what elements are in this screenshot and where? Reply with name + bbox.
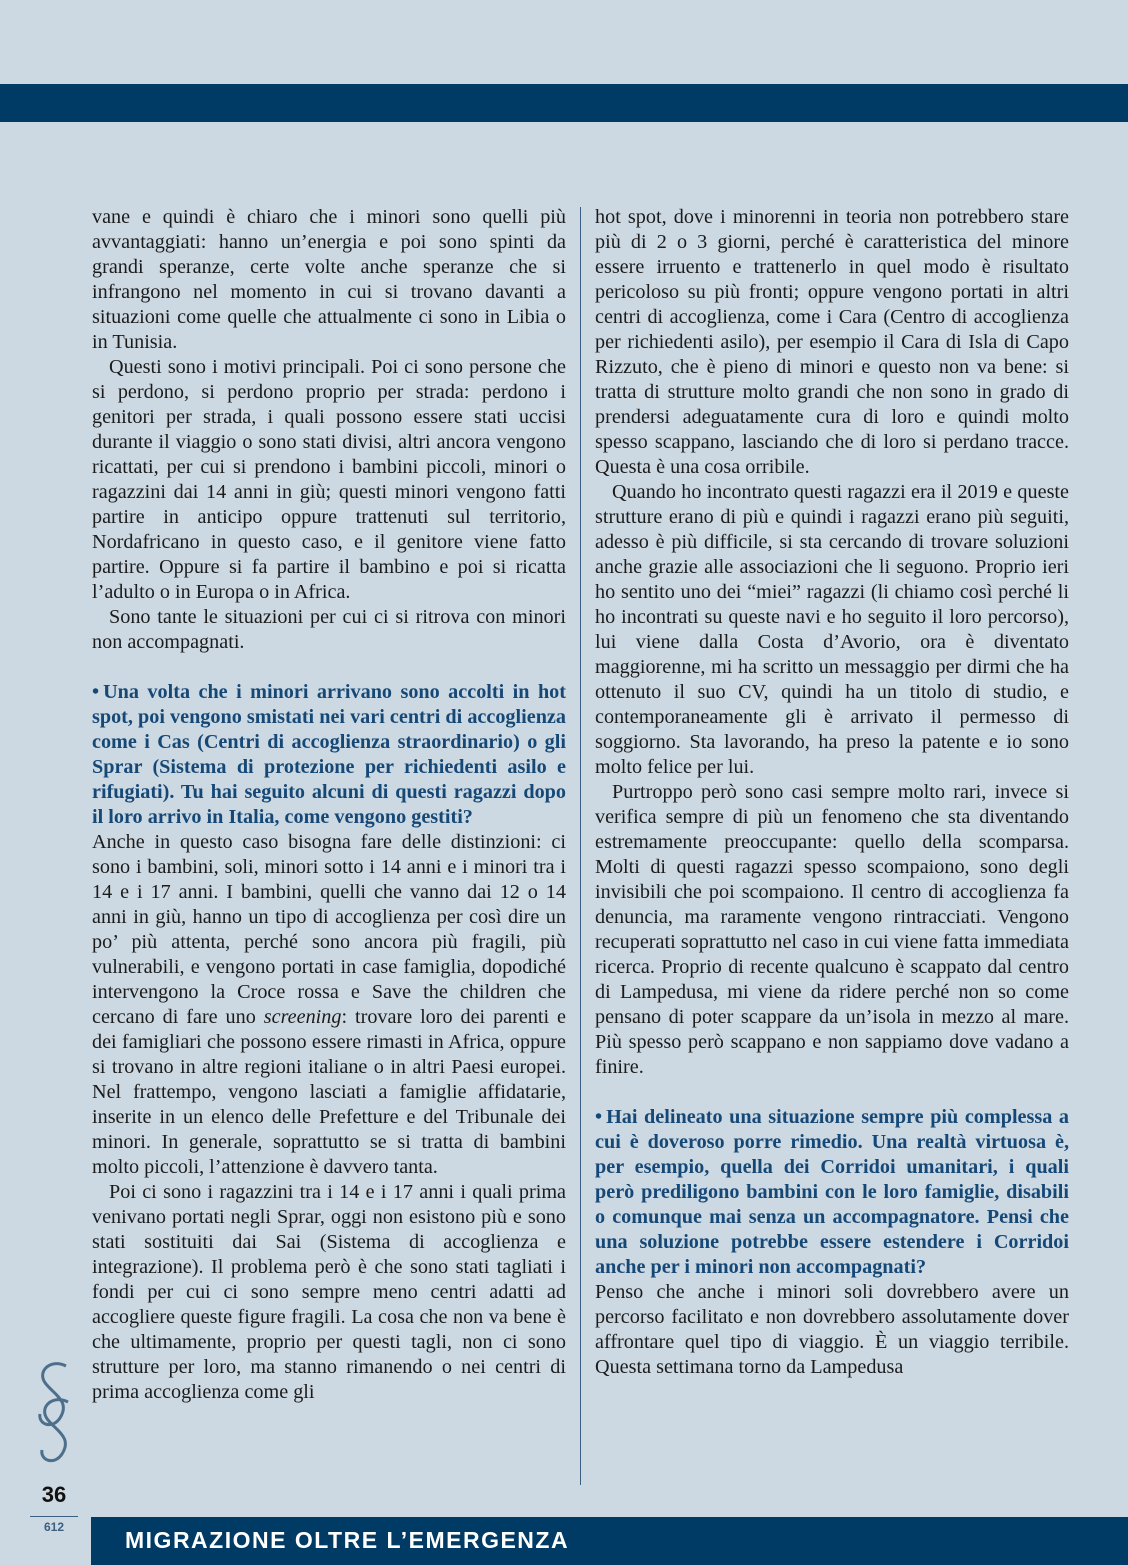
left-column	[92, 205, 566, 1405]
paragraph: Sono tante le situazioni per cui ci si ritrova con minori non accompagnati.	[92, 606, 566, 653]
question-text: Una volta che i minori arrivano sono accolti in hot spot, poi vengono smistati nei vari centri di accoglienza come i Cas (Centri di accoglienza straordinario) o gli Sprar (Sistema di protezione per richiedenti asilo e rifugiati). Tu hai seguito alcuni di questi ragazzi dopo il loro arrivo in Italia, come vengono gestiti?	[92, 681, 566, 828]
header-bar	[0, 84, 1128, 122]
footer-bar	[91, 1517, 1128, 1565]
interview-question	[92, 680, 566, 830]
paragraph: Poi ci sono i ragazzini tra i 14 e i 17 anni i quali prima venivano portati negli Sprar, oggi non esistono più e sono stati sostituiti dai Sai (Sistema di accoglienza e integrazione). Il problema però è che sono stati tagliati i fondi per cui ci sono sempre meno centri adatti ad accogliere queste figure fragili. La cosa che non va bene è che ultimamente, proprio per questi tagli, non ci sono strutture per loro, ma stanno rimanendo o nei centri di prima accoglienza come gli	[92, 1181, 566, 1403]
paragraph: Penso che anche i minori soli dovrebbero avere un percorso facilitato e non dovrebbero assolutamente dover affrontare quel tipo di viaggio. È un viaggio terribile. Questa settimana torno da Lampedusa	[595, 1281, 1069, 1378]
ss-monogram-icon	[30, 1358, 78, 1470]
text-run: Anche in questo caso bisogna fare delle distinzioni: ci sono i bambini, soli, minori sotto i 14 anni e i minori tra i 14 e i 17 anni. I bambini, quelli che vanno dai 12 o 14 anni in giù, hanno un tipo di accoglienza per così dire un po’ più attenta, perché sono ancora più fragili, più vulnerabili, e vengono portati in case famiglia, dopodiché intervengono la Croce rossa e Save the children che cercano di fare uno	[92, 831, 566, 1028]
bullet-icon: •	[595, 1106, 603, 1128]
paragraph	[92, 830, 566, 1180]
paragraph: Purtroppo però sono casi sempre molto rari, invece si verifica sempre di più un fenomeno che sta diventando estremamente preoccupante: quello della scomparsa. Molti di questi ragazzi spesso scompaiono, sono degli invisibili che poi scompaiono. Il centro di accoglienza fa denuncia, ma raramente vengono rintracciati. Vengono recuperati soprattutto nel caso in cui viene fatta immediata ricerca. Proprio di recente qualcuno è scappato dal centro di Lampedusa, mi viene da ridere perché non so come pensano di poter scappare da un’isola in mezzo al mare. Più spesso però scappano e non sappiamo dove vadano a finire.	[595, 781, 1069, 1078]
column-divider	[580, 207, 581, 1485]
bullet-icon: •	[92, 681, 100, 703]
page-number-secondary: 612	[43, 1520, 65, 1534]
section-title: MIGRAZIONE OLTRE L’EMERGENZA	[125, 1527, 570, 1553]
header-band	[0, 0, 1128, 84]
page-number-rule	[30, 1516, 78, 1517]
right-column	[595, 205, 1069, 1380]
page-number: 36	[41, 1482, 67, 1507]
interview-question	[595, 1105, 1069, 1280]
paragraph: hot spot, dove i minorenni in teoria non potrebbero stare più di 2 o 3 giorni, perché è caratteristica del minore essere irruento e trattenerlo in quel modo è risultato pericoloso su più fronti; oppure vengono portati in altri centri di accoglienza, come i Cara (Centro di accoglienza per richiedenti asilo), per esempio il Cara di Isla di Capo Rizzuto, che è pieno di minori e questo non va bene: si tratta di strutture molto grandi che non sono in grado di prendersi adeguatamente cura di loro e quindi molto spesso scappano, lasciando che di loro si perdano tracce. Questa è una cosa orribile.	[595, 206, 1069, 478]
text-run: : trovare loro dei parenti e dei famigliari che possono essere rimasti in Africa, oppure si trovano in altre regioni italiane o in altri Paesi europei. Nel frattempo, vengono lasciati a famiglie affidatarie, inserite in un elenco delle Prefetture e del Tribunale dei minori. In generale, soprattutto se si tratta di bambini molto piccoli, l’attenzione è davvero tanta.	[92, 1006, 566, 1178]
question-text: Hai delineato una situazione sempre più complessa a cui è doveroso porre rimedio. Una realtà virtuosa è, per esempio, quella dei Corridoi umanitari, i quali però prediligono bambini con le loro famiglie, disabili o comunque mai senza un accompagnatore. Pensi che una soluzione potrebbe essere estendere i Corridoi anche per i minori non accompagnati?	[595, 1106, 1069, 1278]
italic-term: screening	[263, 1006, 342, 1028]
paragraph: Questi sono i motivi principali. Poi ci sono persone che si perdono, si perdono proprio per strada: perdono i genitori per strada, i quali possono essere stati uccisi durante il viaggio o sono stati divisi, altri ancora vengono ricattati, per cui si prendono i bambini piccoli, minori o ragazzini dai 14 anni in giù; questi minori vengono fatti partire in anticipo oppure trattenuti sul territorio, Nordafricano in questo caso, e il genitore viene fatto partire. Oppure si fa partire il bambino e poi si ricatta l’adulto o in Europa o in Africa.	[92, 356, 566, 603]
paragraph: vane e quindi è chiaro che i minori sono quelli più avvantaggiati: hanno un’energia e poi sono spinti da grandi speranze, certe volte anche speranze che si infrangono nel momento in cui si trovano davanti a situazioni come quelle che attualmente ci sono in Libia o in Tunisia.	[92, 206, 566, 353]
paragraph: Quando ho incontrato questi ragazzi era il 2019 e queste strutture erano di più e quindi i ragazzi erano più seguiti, adesso è più difficile, si sta cercando di trovare soluzioni anche grazie alle associazioni che li seguono. Proprio ieri ho sentito uno dei “miei” ragazzi (li chiamo così perché li ho incontrati su queste navi e ho seguito il loro percorso), lui viene dalla Costa d’Avorio, ora è diventato maggiorenne, mi ha scritto un messaggio per dirmi che ha ottenuto il suo CV, quindi ha un titolo di studio, e contemporaneamente gli è arrivato il permesso di soggiorno. Sta lavorando, ha preso la patente e io sono molto felice per lui.	[595, 481, 1069, 778]
